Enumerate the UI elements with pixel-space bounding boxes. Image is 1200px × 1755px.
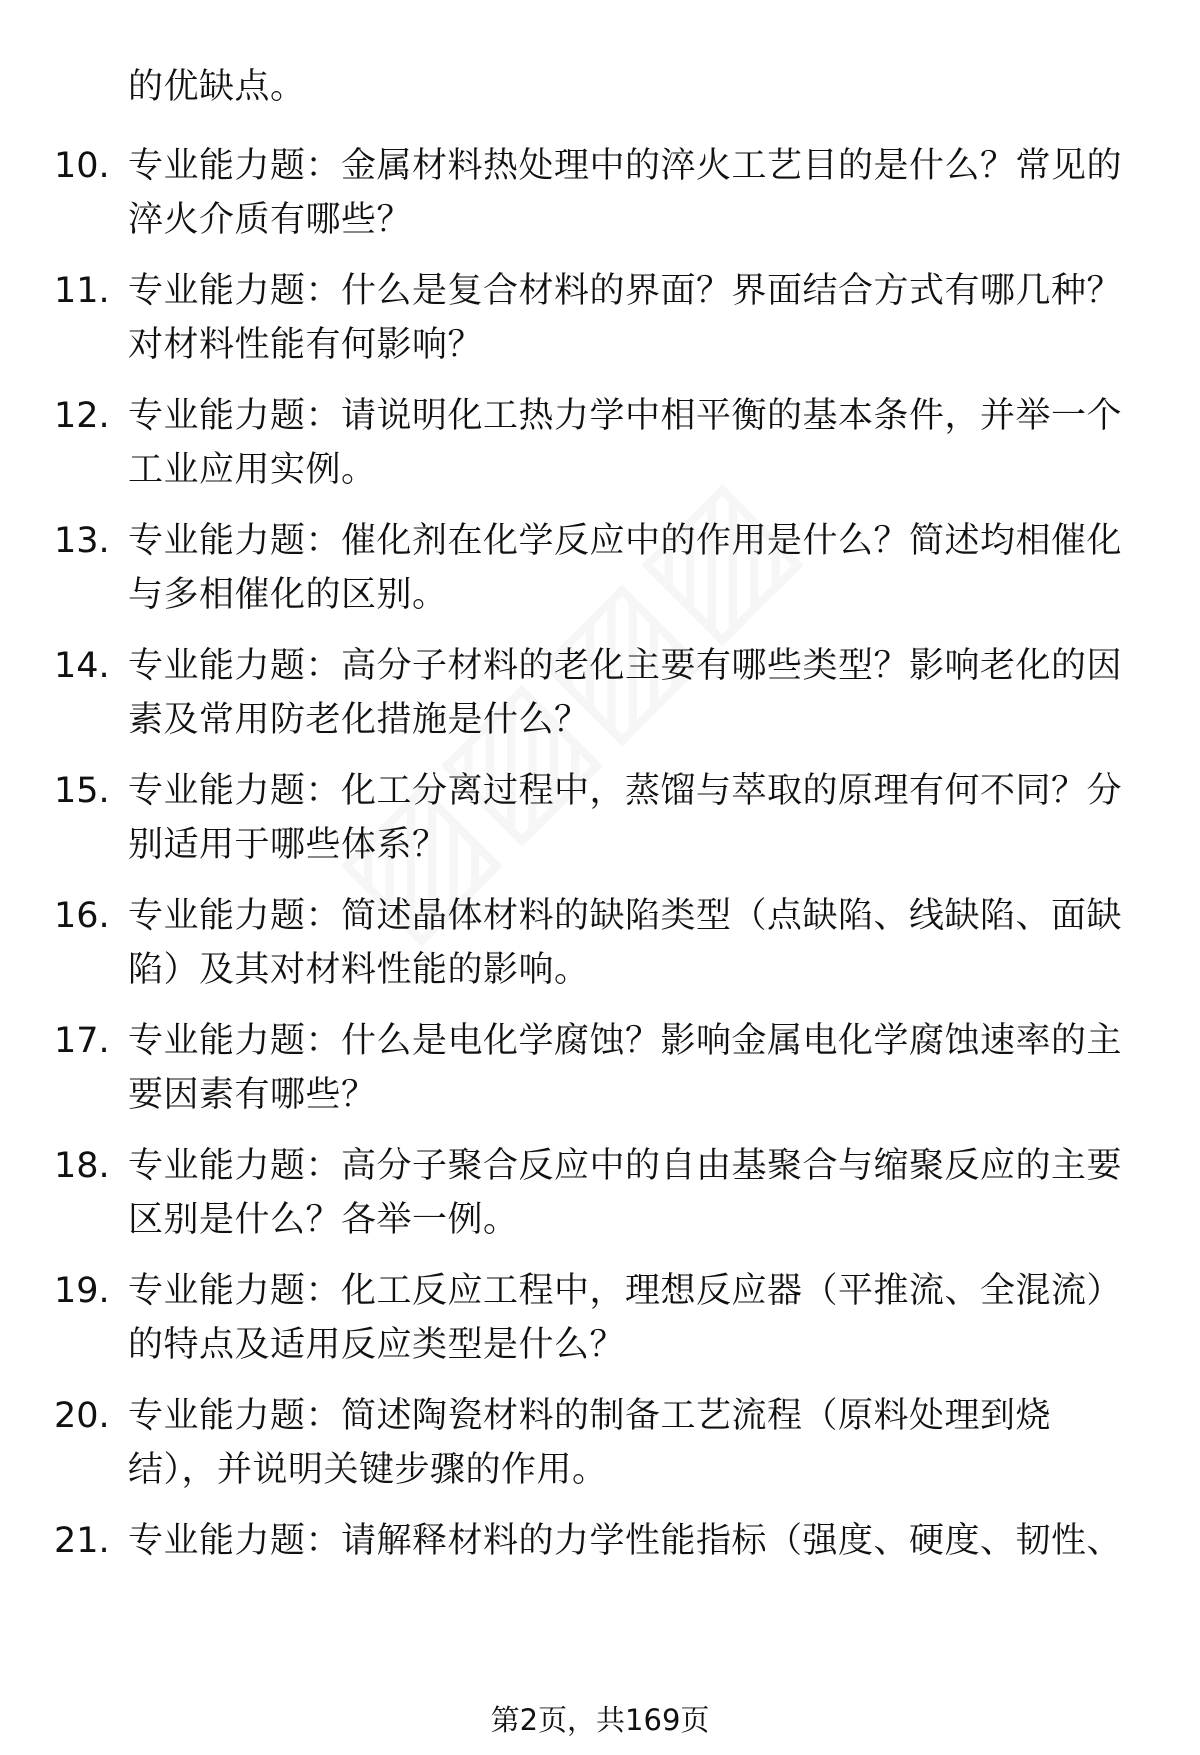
question-text: 专业能力题：请解释材料的力学性能指标（强度、硬度、韧性、: [128, 1521, 1123, 1561]
question-number: 13.: [54, 521, 110, 561]
question-text: 专业能力题：请说明化工热力学中相平衡的基本条件，并举一个工业应用实例。: [128, 396, 1123, 490]
question-item: [0, 764, 1200, 889]
question-number: 15.: [54, 771, 110, 811]
question-item: [0, 1514, 1200, 1639]
question-text: 专业能力题：简述晶体材料的缺陷类型（点缺陷、线缺陷、面缺陷）及其对材料性能的影响。: [128, 896, 1123, 990]
question-text: 专业能力题：化工分离过程中，蒸馏与萃取的原理有何不同？分别适用于哪些体系？: [128, 771, 1123, 865]
question-item: [0, 139, 1200, 264]
question-item: [0, 639, 1200, 764]
question-number: 16.: [54, 896, 110, 936]
question-number: 14.: [54, 646, 110, 686]
question-text: 专业能力题：简述陶瓷材料的制备工艺流程（原料处理到烧结），并说明关键步骤的作用。: [128, 1396, 1052, 1490]
question-item: [0, 264, 1200, 389]
question-text: 专业能力题：催化剂在化学反应中的作用是什么？简述均相催化与多相催化的区别。: [128, 521, 1123, 615]
question-text: 专业能力题：金属材料热处理中的淬火工艺目的是什么？常见的淬火介质有哪些？: [128, 146, 1123, 240]
question-list: [0, 139, 1200, 1639]
question-number: 10.: [54, 146, 110, 186]
question-item: [0, 1014, 1200, 1139]
question-item: [0, 1389, 1200, 1514]
question-number: 11.: [54, 271, 110, 311]
page-footer: 第2页，共169页: [490, 1703, 710, 1737]
question-item: [0, 514, 1200, 639]
continuation-text: 的优缺点。: [128, 67, 306, 107]
question-number: 17.: [54, 1021, 110, 1061]
question-text: 专业能力题：什么是电化学腐蚀？影响金属电化学腐蚀速率的主要因素有哪些？: [128, 1021, 1123, 1115]
question-text: 专业能力题：高分子聚合反应中的自由基聚合与缩聚反应的主要区别是什么？各举一例。: [128, 1146, 1123, 1240]
question-text: 专业能力题：高分子材料的老化主要有哪些类型？影响老化的因素及常用防老化措施是什么？: [128, 646, 1123, 740]
question-number: 18.: [54, 1146, 110, 1186]
question-number: 20.: [54, 1396, 110, 1436]
question-text: 专业能力题：什么是复合材料的界面？界面结合方式有哪几种？对材料性能有何影响？: [128, 271, 1123, 365]
question-item: [0, 889, 1200, 1014]
question-item: [0, 1264, 1200, 1389]
question-number: 19.: [54, 1271, 110, 1311]
question-item: [0, 1139, 1200, 1264]
question-number: 12.: [54, 396, 110, 436]
question-item: [0, 389, 1200, 514]
question-number: 21.: [54, 1521, 110, 1561]
question-text: 专业能力题：化工反应工程中，理想反应器（平推流、全混流）的特点及适用反应类型是什么？: [128, 1271, 1123, 1365]
